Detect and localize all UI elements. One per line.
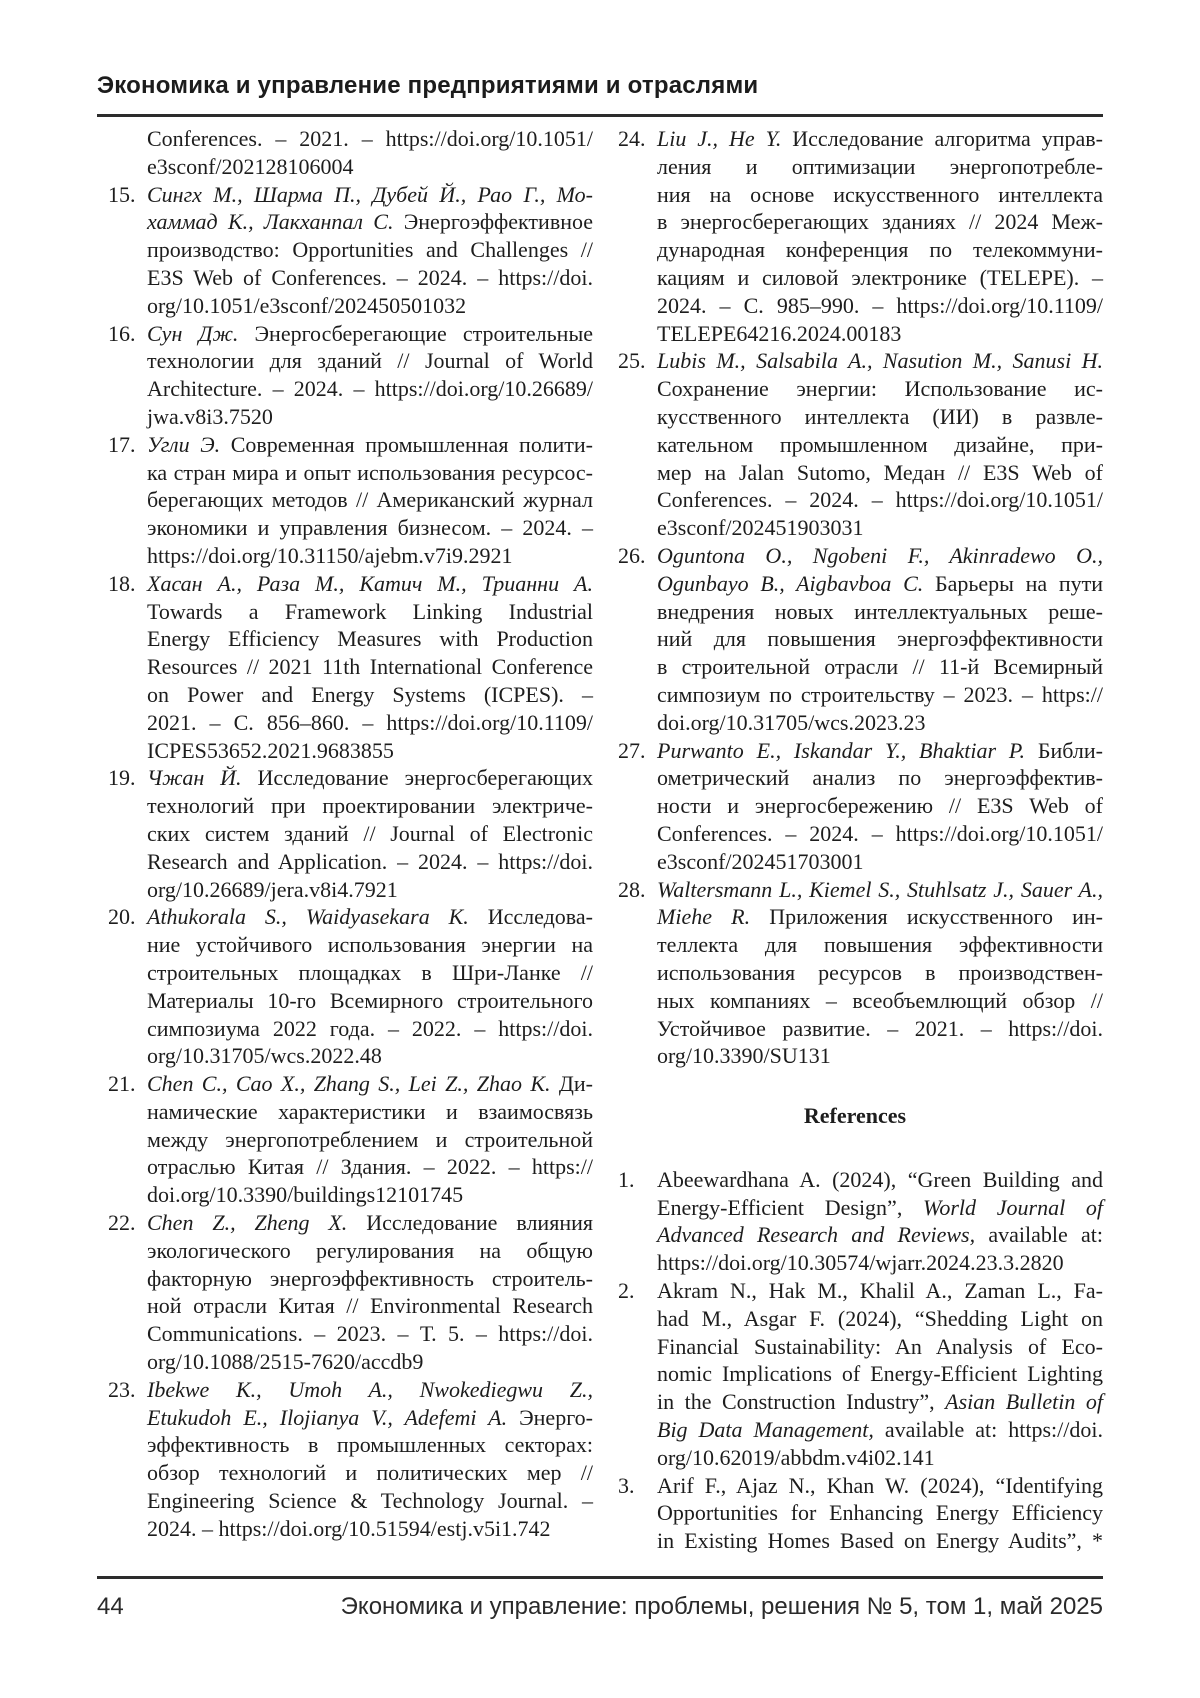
reference-line: [657, 1277, 1103, 1305]
bibliography-right-column: [607, 125, 1103, 1555]
reference-line: [657, 375, 1103, 403]
text-segment: ометрический анализ по энергоэффектив-: [657, 765, 1103, 791]
text-segment: Arif F., Ajaz N., Khan W. (2024), “Identifying: [657, 1472, 1103, 1498]
reference-line: [147, 876, 593, 904]
italic-text-segment: Asian Bulletin of: [945, 1389, 1103, 1415]
text-segment: e3sconf/202451703001: [657, 848, 864, 874]
reference-line: [147, 570, 593, 598]
italic-text-segment: Liu J., He Y.: [657, 126, 782, 151]
italic-text-segment: Oguntona O., Ngobeni F., Akinradewo O.,: [657, 542, 1103, 568]
text-segment: кациям и силовой электронике (TELEPE). –: [657, 264, 1103, 290]
reference-line: [147, 598, 593, 626]
reference-line: [147, 208, 593, 236]
reference-line: [657, 848, 1103, 876]
text-segment: Устойчивое развитие. – 2021. – https://doi.: [657, 1015, 1103, 1041]
italic-text-segment: Purwanto E., Iskandar Y., Bhaktiar P.: [657, 737, 1026, 763]
bibliography-left-column: [97, 125, 593, 1543]
reference-line: [147, 1070, 593, 1098]
reference-line: [147, 1459, 593, 1487]
reference-number: 26.: [618, 542, 646, 568]
italic-text-segment: Чжан Й.: [147, 765, 242, 791]
reference-line: [657, 514, 1103, 542]
reference-line: [147, 792, 593, 820]
reference-line: [147, 347, 593, 375]
text-segment: Energy Efficiency Measures with Production: [147, 626, 593, 652]
reference-line: [657, 347, 1103, 375]
italic-text-segment: Сун Дж.: [147, 320, 239, 346]
page-number: 44: [97, 1593, 124, 1620]
text-segment: Барьеры на пути: [923, 570, 1103, 596]
reference-item: [97, 570, 593, 765]
reference-line: [657, 1472, 1103, 1500]
italic-text-segment: Big Data Management,: [657, 1417, 874, 1443]
text-segment: Сохранение энергии: Использование ис-: [657, 376, 1103, 402]
italic-text-segment: World Journal of: [923, 1194, 1104, 1220]
reference-number: 1.: [618, 1166, 635, 1192]
reference-line: [147, 431, 593, 459]
text-segment: Opportunities for Enhancing Energy Efficiency: [657, 1500, 1103, 1526]
text-segment: намические характеристики и взаимосвязь: [147, 1098, 593, 1124]
reference-line: [657, 737, 1103, 765]
text-segment: мер на Jalan Sutomo, Медан // E3S Web of: [657, 459, 1103, 485]
reference-line: [147, 1320, 593, 1348]
text-segment: 2024. – С. 985–990. – https://doi.org/10.1109/: [657, 292, 1103, 318]
text-segment: ных компаниях – всеобъемлющий обзор //: [657, 987, 1103, 1013]
reference-line: [147, 1348, 593, 1376]
text-segment: Энергоэффективное: [393, 209, 594, 235]
reference-line: [147, 1265, 593, 1293]
reference-line: [147, 764, 593, 792]
reference-line: [657, 1166, 1103, 1194]
reference-line: [657, 903, 1103, 931]
reference-number: 24.: [618, 126, 646, 151]
reference-item: [607, 125, 1103, 347]
text-segment: Research and Application. – 2024. – https://doi.: [147, 848, 593, 874]
text-segment: ICPES53652.2021.9683855: [147, 737, 394, 763]
text-segment: Energy-Efficient Design”,: [657, 1194, 924, 1220]
reference-line: [657, 1527, 1103, 1555]
reference-line: [657, 820, 1103, 848]
reference-line: [657, 1221, 1103, 1249]
text-segment: Communications. – 2023. – Т. 5. – https://doi.: [147, 1321, 593, 1347]
reference-line: [147, 1376, 593, 1404]
text-segment: org/10.62019/abbdm.v4i02.141: [657, 1444, 935, 1470]
reference-carryover: [97, 125, 593, 181]
text-segment: Conferences. – 2024. – https://doi.org/10.1051/: [657, 487, 1103, 513]
text-segment: Resources // 2021 11th International Conference: [147, 654, 593, 680]
text-segment: in the Construction Industry”,: [657, 1389, 946, 1415]
reference-line: [657, 1333, 1103, 1361]
text-segment: технологии для зданий // Journal of World: [147, 348, 593, 374]
footer-rule: [97, 1576, 1103, 1579]
text-segment: Приложения искусственного ин-: [750, 904, 1103, 930]
reference-line: [147, 1404, 593, 1432]
text-segment: jwa.v8i3.7520: [147, 403, 273, 429]
reference-number: 22.: [108, 1210, 136, 1236]
reference-line: [147, 236, 593, 264]
italic-text-segment: Waltersmann L., Kiemel S., Stuhlsatz J., Sauer A.,: [657, 876, 1103, 902]
reference-number: 16.: [108, 320, 136, 346]
reference-line: [657, 1249, 1103, 1277]
reference-line: [147, 709, 593, 737]
reference-item: [607, 1472, 1103, 1555]
text-segment: обзор технологий и политических мер //: [147, 1460, 593, 1486]
text-segment: кательном промышленном дизайне, при-: [657, 431, 1103, 457]
reference-line: [147, 153, 593, 181]
reference-line: [147, 625, 593, 653]
reference-item: [97, 431, 593, 570]
text-segment: org/10.1088/2515-7620/accdb9: [147, 1349, 424, 1375]
reference-number: 25.: [618, 348, 646, 374]
reference-line: [657, 764, 1103, 792]
reference-line: [147, 737, 593, 765]
reference-line: [147, 514, 593, 542]
reference-line: [657, 153, 1103, 181]
reference-line: [657, 570, 1103, 598]
text-segment: Энергосберегающие строительные: [238, 320, 593, 346]
reference-line: [657, 320, 1103, 348]
reference-line: [147, 1209, 593, 1237]
reference-line: [657, 625, 1103, 653]
reference-line: [147, 987, 593, 1015]
reference-line: [657, 208, 1103, 236]
reference-line: [147, 1292, 593, 1320]
text-segment: Abeewardhana A. (2024), “Green Building and: [657, 1166, 1103, 1192]
running-header-title: Экономика и управление предприятиями и отраслями: [97, 72, 759, 99]
text-segment: дународная конференция по телекоммуни-: [657, 237, 1103, 263]
text-segment: Исследова-: [468, 904, 593, 930]
reference-line: [657, 1360, 1103, 1388]
text-segment: технологий при проектировании электриче-: [147, 793, 593, 819]
reference-item: [607, 347, 1103, 542]
reference-line: [147, 1237, 593, 1265]
text-segment: https://doi.org/10.30574/wjarr.2024.23.3.2820: [657, 1250, 1064, 1276]
italic-text-segment: хаммад К., Лакханпал С.: [147, 209, 394, 235]
reference-item: [607, 737, 1103, 876]
italic-text-segment: Lubis M., Salsabila A., Nasution M., Sanusi H.: [657, 348, 1103, 374]
italic-text-segment: Etukudoh E., Ilojianya V., Adefemi A.: [147, 1404, 508, 1430]
text-segment: ной отрасли Китая // Environmental Research: [147, 1293, 593, 1319]
text-segment: экономики и управления бизнесом. – 2024. –: [147, 515, 593, 541]
text-segment: в строительной отрасли // 11-й Всемирный: [657, 654, 1103, 680]
text-segment: симпозиум по строительству – 2023. – https://: [657, 681, 1103, 707]
reference-line: [147, 903, 593, 931]
text-segment: ления и оптимизации энергопотребле-: [657, 153, 1103, 179]
text-segment: ния на основе искусственного интеллекта: [657, 181, 1103, 207]
reference-number: 20.: [108, 904, 136, 930]
italic-text-segment: Miehe R.: [657, 904, 751, 930]
reference-line: [657, 181, 1103, 209]
reference-line: [657, 1042, 1103, 1070]
reference-line: [657, 681, 1103, 709]
text-segment: ности и энергосбережению // E3S Web of: [657, 793, 1103, 819]
reference-line: [147, 681, 593, 709]
text-segment: берегающих методов // Американский журнал: [147, 487, 593, 513]
text-segment: on Power and Energy Systems (ICPES). –: [147, 681, 593, 707]
text-segment: производство: Opportunities and Challenges //: [147, 237, 593, 263]
text-segment: https://doi.org/10.31150/ajebm.v7i9.2921: [147, 542, 513, 568]
text-segment: Библи-: [1025, 737, 1103, 763]
text-segment: Architecture. – 2024. – https://doi.org/10.26689/: [147, 376, 593, 402]
reference-line: [657, 959, 1103, 987]
text-segment: Conferences. – 2021. – https://doi.org/10.1051/: [147, 126, 593, 151]
reference-item: [97, 903, 593, 1070]
reference-line: [657, 1499, 1103, 1527]
reference-line: [147, 459, 593, 487]
text-segment: внедрения новых интеллектуальных реше-: [657, 598, 1103, 624]
reference-line: [657, 598, 1103, 626]
text-segment: in Existing Homes Based on Energy Audits”, *: [657, 1528, 1103, 1554]
text-segment: E3S Web of Conferences. – 2024. – https://doi.: [147, 264, 593, 290]
reference-number: 28.: [618, 876, 646, 902]
text-segment: в энергосберегающих зданиях // 2024 Меж-: [657, 209, 1103, 235]
reference-line: [147, 125, 593, 153]
reference-line: [147, 1126, 593, 1154]
text-segment: doi.org/10.31705/wcs.2023.23: [657, 709, 926, 735]
text-segment: Исследование энергосберегающих: [241, 765, 593, 791]
reference-line: [657, 1305, 1103, 1333]
reference-line: [147, 542, 593, 570]
text-segment: org/10.31705/wcs.2022.48: [147, 1043, 382, 1069]
text-segment: ний для повышения энергоэффективности: [657, 626, 1103, 652]
text-segment: doi.org/10.3390/buildings12101745: [147, 1182, 464, 1208]
reference-item: [607, 1277, 1103, 1472]
reference-number: 17.: [108, 431, 136, 457]
reference-line: [657, 403, 1103, 431]
text-segment: факторную энергоэффективность строитель-: [147, 1265, 593, 1291]
text-segment: Ди-: [550, 1071, 594, 1097]
text-segment: использования ресурсов в производствен-: [657, 959, 1103, 985]
reference-line: [657, 486, 1103, 514]
text-segment: экологического регулирования на общую: [147, 1237, 593, 1263]
footer-journal-info: Экономика и управление: проблемы, решения № 5, том 1, май 2025: [340, 1593, 1103, 1620]
reference-line: [657, 1015, 1103, 1043]
text-segment: Akram N., Hak M., Khalil A., Zaman L., Fa-: [657, 1278, 1103, 1304]
text-segment: 2021. – С. 856–860. – https://doi.org/10.1109/: [147, 709, 593, 735]
text-segment: отраслью Китая // Здания. – 2022. – https://: [147, 1154, 593, 1180]
reference-item: [607, 876, 1103, 1071]
reference-line: [147, 375, 593, 403]
text-segment: e3sconf/202451903031: [657, 515, 864, 541]
text-segment: Engineering Science & Technology Journal. –: [147, 1488, 593, 1514]
reference-line: [657, 542, 1103, 570]
reference-line: [147, 1487, 593, 1515]
reference-item: [97, 764, 593, 903]
italic-text-segment: Сингх М., Шарма П., Дубей Й., Рао Г., Мо-: [147, 181, 593, 207]
reference-number: 2.: [618, 1278, 635, 1304]
reference-number: 21.: [108, 1071, 136, 1097]
header-rule: [97, 114, 1103, 117]
reference-line: [147, 403, 593, 431]
text-segment: Исследование влияния: [347, 1210, 593, 1236]
text-segment: had M., Asgar F. (2024), “Shedding Light on: [657, 1305, 1103, 1331]
text-segment: nomic Implications of Energy-Efficient Lighting: [657, 1361, 1103, 1387]
text-segment: TELEPE64216.2024.00183: [657, 320, 902, 346]
text-segment: ние устойчивого использования энергии на: [147, 932, 593, 958]
reference-line: [657, 931, 1103, 959]
italic-text-segment: Ogunbayo B., Aigbavboa C.: [657, 570, 924, 596]
reference-line: [147, 1042, 593, 1070]
reference-line: [657, 987, 1103, 1015]
text-segment: Исследование алгоритма управ-: [781, 126, 1103, 151]
text-segment: ских систем зданий // Journal of Electronic: [147, 820, 593, 846]
reference-line: [657, 1416, 1103, 1444]
reference-line: [147, 820, 593, 848]
text-segment: org/10.26689/jera.v8i4.7921: [147, 876, 398, 902]
text-segment: кусственного интеллекта (ИИ) в развле-: [657, 403, 1103, 429]
reference-line: [147, 1015, 593, 1043]
reference-line: [657, 653, 1103, 681]
italic-text-segment: Ibekwe K., Umoh A., Nwokediegwu Z.,: [147, 1376, 593, 1402]
reference-line: [657, 876, 1103, 904]
italic-text-segment: Chen C., Cao X., Zhang S., Lei Z., Zhao K.: [147, 1071, 551, 1097]
reference-line: [657, 264, 1103, 292]
reference-line: [657, 292, 1103, 320]
reference-item: [97, 320, 593, 431]
reference-line: [657, 236, 1103, 264]
reference-number: 23.: [108, 1376, 136, 1402]
reference-line: [657, 125, 1103, 153]
text-segment: теллекта для повышения эффективности: [657, 932, 1103, 958]
reference-number: 15.: [108, 181, 136, 207]
references-english-items: [607, 1166, 1103, 1555]
reference-line: [147, 1153, 593, 1181]
italic-text-segment: Advanced Research and Reviews,: [657, 1222, 976, 1248]
reference-item: [97, 1376, 593, 1543]
reference-item: [607, 542, 1103, 737]
references-section-heading: References: [803, 1103, 907, 1129]
text-segment: available at:: [975, 1222, 1103, 1248]
text-segment: Financial Sustainability: An Analysis of Eco-: [657, 1333, 1103, 1359]
reference-line: [657, 709, 1103, 737]
reference-line: [147, 959, 593, 987]
reference-number: 19.: [108, 765, 136, 791]
reference-item: [97, 1070, 593, 1209]
reference-line: [147, 931, 593, 959]
italic-text-segment: Хасан А., Раза М., Катич М., Трианни А.: [147, 570, 593, 596]
italic-text-segment: Угли Э.: [147, 431, 221, 457]
reference-line: [147, 1181, 593, 1209]
reference-number: 3.: [618, 1472, 635, 1498]
text-segment: org/10.3390/SU131: [657, 1043, 831, 1069]
reference-line: [657, 431, 1103, 459]
reference-line: [147, 320, 593, 348]
bibliography-right-items: [607, 125, 1103, 1070]
text-segment: 2024. – https://doi.org/10.51594/estj.v5i1.742: [147, 1515, 551, 1541]
reference-line: [657, 1388, 1103, 1416]
text-segment: между энергопотреблением и строительной: [147, 1126, 593, 1152]
reference-line: [147, 181, 593, 209]
reference-line: [147, 653, 593, 681]
italic-text-segment: Athukorala S., Waidyasekara K.: [147, 904, 469, 930]
text-segment: ка стран мира и опыт использования ресурсос-: [147, 459, 593, 485]
reference-line: [657, 459, 1103, 487]
reference-line: [147, 1431, 593, 1459]
reference-item: [97, 181, 593, 320]
text-segment: Towards a Framework Linking Industrial: [147, 598, 593, 624]
reference-line: [147, 292, 593, 320]
text-segment: org/10.1051/e3sconf/202450501032: [147, 292, 467, 318]
text-segment: available at: https://doi.: [873, 1417, 1104, 1443]
reference-number: 18.: [108, 570, 136, 596]
reference-item: [607, 1166, 1103, 1277]
italic-text-segment: Chen Z., Zheng X.: [147, 1210, 348, 1236]
text-segment: эффективность в промышленных секторах:: [147, 1432, 593, 1458]
reference-line: [657, 1444, 1103, 1472]
reference-line: [147, 848, 593, 876]
text-segment: строительных площадках в Шри-Ланке //: [147, 959, 593, 985]
text-segment: Материалы 10-го Всемирного строительного: [147, 987, 593, 1013]
reference-number: 27.: [618, 737, 646, 763]
reference-line: [147, 264, 593, 292]
reference-item: [97, 1209, 593, 1376]
reference-line: [147, 1098, 593, 1126]
reference-line: [147, 486, 593, 514]
text-segment: симпозиума 2022 года. – 2022. – https://doi.: [147, 1015, 593, 1041]
text-segment: Conferences. – 2024. – https://doi.org/10.1051/: [657, 820, 1103, 846]
reference-line: [657, 1194, 1103, 1222]
text-segment: e3sconf/202128106004: [147, 153, 354, 179]
text-segment: Современная промышленная полити-: [220, 431, 593, 457]
text-segment: Энерго-: [507, 1404, 593, 1430]
reference-line: [657, 792, 1103, 820]
reference-line: [147, 1515, 593, 1543]
